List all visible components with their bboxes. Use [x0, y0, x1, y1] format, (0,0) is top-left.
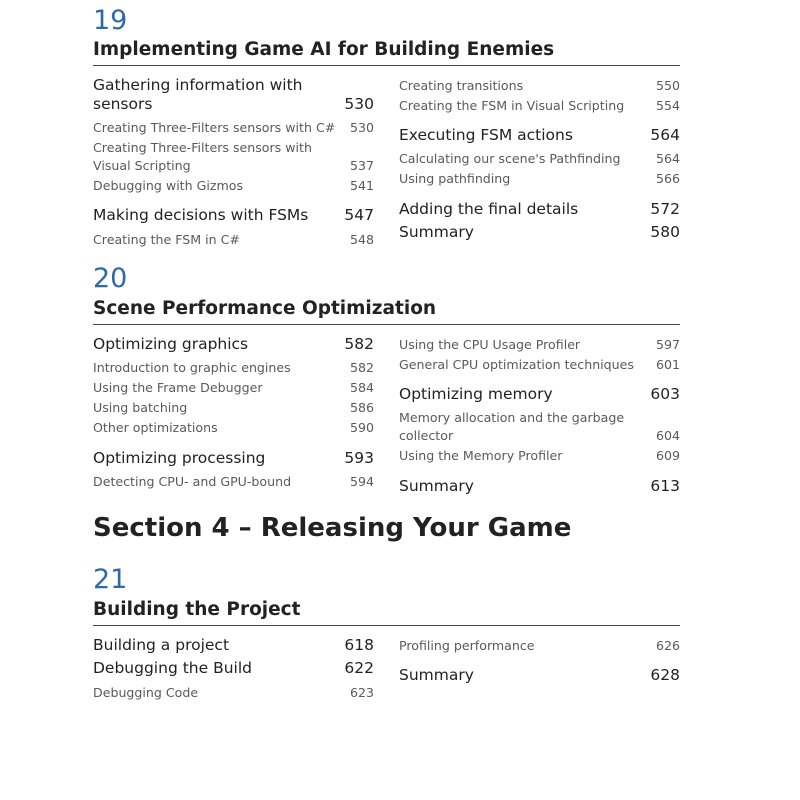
toc-subentry-cpu-optimization-techniques[interactable]: [399, 356, 680, 374]
toc-page-number: 566: [655, 171, 680, 186]
toc-entry-label: Using the Memory Profiler: [399, 448, 563, 463]
toc-page-number: 584: [349, 380, 374, 395]
toc-entry-label: Gathering information with: [93, 76, 303, 94]
toc-page-number: 604: [655, 427, 680, 443]
toc-subentry-creating-transitions[interactable]: [399, 77, 680, 95]
toc-subentry-debugging-gizmos[interactable]: [93, 177, 374, 195]
toc-entry-label: Using pathfinding: [399, 171, 511, 186]
toc-subentry-batching[interactable]: [93, 399, 374, 417]
toc-page-number: 541: [349, 178, 374, 193]
toc-entry-label: Calculating our scene's Pathfinding: [399, 151, 621, 166]
toc-entry-label: Visual Scripting: [93, 157, 191, 173]
toc-entry-building-project[interactable]: [93, 636, 374, 655]
toc-entry-adding-final-details[interactable]: [399, 200, 680, 219]
toc-entry-label: Summary: [399, 223, 474, 241]
toc-page-number: 626: [655, 638, 680, 653]
toc-page-number: 623: [349, 685, 374, 700]
chapter-20-rule: [93, 324, 680, 325]
toc-subentry-other-optimizations[interactable]: [93, 419, 374, 437]
toc-subentry-three-filters-csharp[interactable]: [93, 119, 374, 137]
chapter-21-number: 21: [93, 564, 128, 595]
toc-page-number: 601: [655, 357, 680, 372]
toc-page-number: 590: [349, 420, 374, 435]
toc-entry-label: Debugging the Build: [93, 659, 252, 677]
toc-entry-summary-20[interactable]: [399, 477, 680, 496]
toc-entry-summary-21[interactable]: [399, 666, 680, 685]
toc-entry-label: Summary: [399, 477, 474, 495]
toc-page-number: 594: [349, 474, 374, 489]
toc-subentry-profiling-performance[interactable]: [399, 637, 680, 655]
toc-page-number: 564: [655, 151, 680, 166]
toc-page-number: 548: [349, 232, 374, 247]
toc-page-number: 564: [650, 126, 680, 144]
toc-entry-label: Introduction to graphic engines: [93, 360, 291, 375]
toc-entry-making-decisions-fsms[interactable]: [93, 206, 374, 225]
toc-entry-label: sensors: [93, 95, 153, 114]
toc-entry-optimizing-graphics[interactable]: [93, 335, 374, 354]
toc-page-number: 547: [344, 206, 374, 224]
toc-subentry-frame-debugger[interactable]: [93, 379, 374, 397]
section-4-title: Section 4 – Releasing Your Game: [93, 513, 572, 543]
toc-entry-optimizing-processing[interactable]: [93, 449, 374, 468]
toc-subentry-cpu-gpu-bound[interactable]: [93, 473, 374, 491]
toc-entry-label: General CPU optimization techniques: [399, 357, 634, 372]
toc-entry-label: Building a project: [93, 636, 230, 654]
chapter-19-title: Implementing Game AI for Building Enemies: [93, 39, 555, 60]
toc-entry-executing-fsm-actions[interactable]: [399, 126, 680, 145]
chapter-20-number: 20: [93, 263, 128, 294]
toc-subentry-memory-profiler[interactable]: [399, 447, 680, 465]
toc-entry-label: Adding the final details: [399, 200, 579, 218]
toc-subentry-calculating-pathfinding[interactable]: [399, 150, 680, 168]
toc-entry-label: Making decisions with FSMs: [93, 206, 309, 224]
toc-entry-label: Detecting CPU- and GPU-bound: [93, 474, 292, 489]
toc-entry-label: Using batching: [93, 400, 188, 415]
toc-entry-gathering-information[interactable]: [93, 76, 374, 115]
toc-page-number: 609: [655, 448, 680, 463]
toc-entry-label: Creating Three-Filters sensors with C#: [93, 120, 336, 135]
toc-page-number: 530: [344, 95, 374, 114]
toc-entry-label: Optimizing memory: [399, 385, 553, 403]
toc-entry-label: Other optimizations: [93, 420, 218, 435]
toc-page-number: 593: [344, 449, 374, 467]
toc-subentry-fsm-visual-scripting[interactable]: [399, 97, 680, 115]
toc-page-number: 597: [655, 337, 680, 352]
toc-entry-label: Summary: [399, 666, 474, 684]
chapter-21-rule: [93, 625, 680, 626]
toc-subentry-memory-allocation[interactable]: [399, 409, 680, 444]
chapter-21-title: Building the Project: [93, 599, 301, 620]
toc-entry-optimizing-memory[interactable]: [399, 385, 680, 404]
toc-entry-label: Using the Frame Debugger: [93, 380, 263, 395]
toc-page-number: 582: [349, 360, 374, 375]
toc-entry-label: collector: [399, 427, 454, 443]
toc-page-number: 603: [650, 385, 680, 403]
toc-subentry-cpu-usage-profiler[interactable]: [399, 336, 680, 354]
toc-page-number: 586: [349, 400, 374, 415]
toc-entry-debugging-build[interactable]: [93, 659, 374, 678]
toc-page-number: 554: [655, 98, 680, 113]
toc-page-number: 613: [650, 477, 680, 495]
toc-entry-label: Creating transitions: [399, 78, 524, 93]
toc-subentry-debugging-code[interactable]: [93, 684, 374, 702]
toc-subentry-three-filters-visual-scripting[interactable]: [93, 139, 374, 174]
toc-entry-label: Profiling performance: [399, 638, 535, 653]
toc-entry-summary-19[interactable]: [399, 223, 680, 242]
toc-subentry-using-pathfinding[interactable]: [399, 170, 680, 188]
toc-entry-label: Debugging with Gizmos: [93, 178, 244, 193]
toc-subentry-graphic-engines[interactable]: [93, 359, 374, 377]
toc-page-number: 582: [344, 335, 374, 353]
toc-entry-label: Creating the FSM in C#: [93, 232, 240, 247]
toc-entry-label: Using the CPU Usage Profiler: [399, 337, 581, 352]
toc-page-number: 580: [650, 223, 680, 241]
toc-page-number: 622: [344, 659, 374, 677]
toc-page-number: 550: [655, 78, 680, 93]
toc-entry-label: Debugging Code: [93, 685, 199, 700]
toc-page-number: 618: [344, 636, 374, 654]
toc-entry-label: Executing FSM actions: [399, 126, 573, 144]
toc-page-number: 572: [650, 200, 680, 218]
chapter-20-title: Scene Performance Optimization: [93, 298, 437, 319]
toc-entry-label: Memory allocation and the garbage: [399, 410, 625, 425]
chapter-19-number: 19: [93, 5, 128, 36]
toc-page-number: 530: [349, 120, 374, 135]
toc-entry-label: Creating Three-Filters sensors with: [93, 140, 312, 155]
toc-entry-label: Optimizing graphics: [93, 335, 249, 353]
toc-page-number: 628: [650, 666, 680, 684]
toc-subentry-fsm-csharp[interactable]: [93, 231, 374, 249]
toc-page-number: 537: [349, 157, 374, 173]
chapter-19-rule: [93, 65, 680, 66]
toc-entry-label: Optimizing processing: [93, 449, 266, 467]
toc-entry-label: Creating the FSM in Visual Scripting: [399, 98, 625, 113]
